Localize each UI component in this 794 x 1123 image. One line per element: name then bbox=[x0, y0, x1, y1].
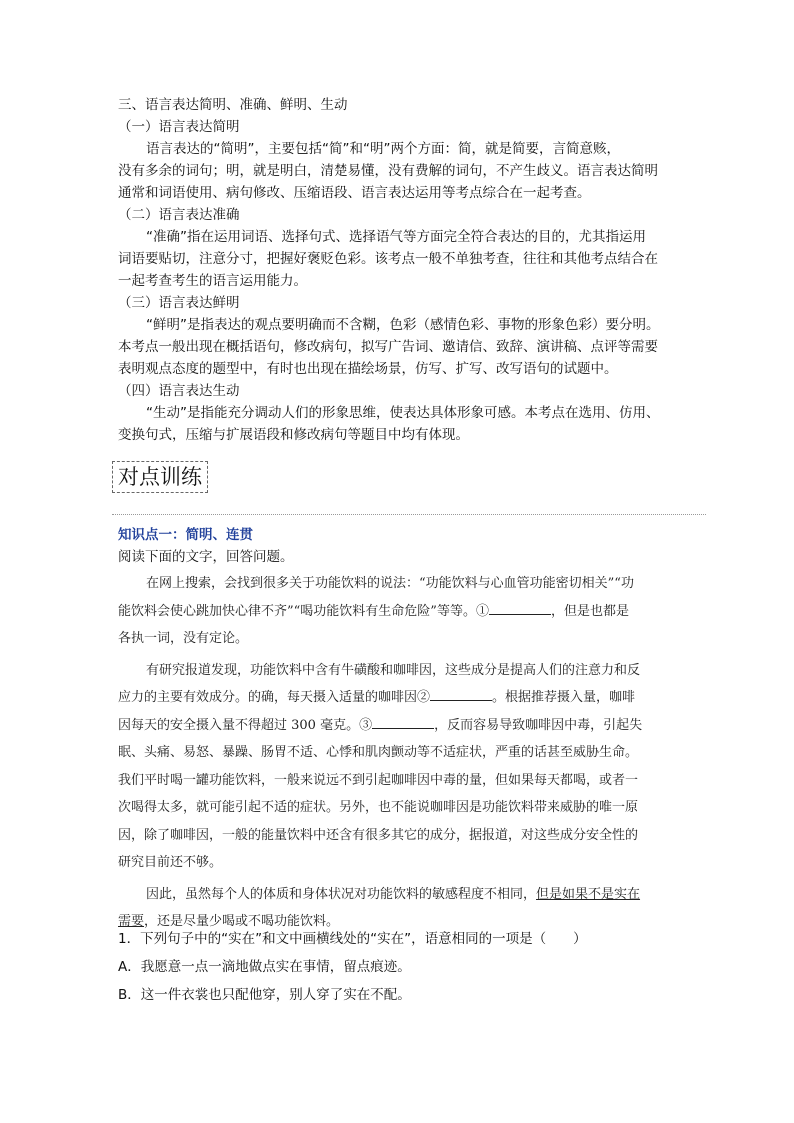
passage-line: 眠、头痛、易怒、暴躁、肠胃不适、心悸和肌肉颤动等不适症状，严重的话甚至威胁生命。 bbox=[118, 745, 639, 760]
passage-line: 因，除了咖啡因，一般的能量饮料中还含有很多其它的成分，据报道，对这些成分安全性的 bbox=[118, 827, 639, 843]
passage-text: ，反而容易导致咖啡因中毒，引起失 bbox=[434, 717, 643, 733]
passage-text: 能饮料会使心跳加快心律不齐”“喝功能饮料有生命危险”等等。① bbox=[118, 603, 489, 619]
passage-text: 因此，虽然每个人的体质和身体状况对功能饮料的敏感程度不相同， bbox=[146, 886, 537, 902]
passage-text: ，还是尽量少喝或不喝功能饮料。 bbox=[144, 914, 340, 929]
passage-line: 在网上搜索，会找到很多关于功能饮料的说法：“功能饮料与心血管功能密切相关”“功 bbox=[146, 576, 634, 591]
underlined-phrase: 需要 bbox=[118, 914, 145, 929]
sub2-line: 一起考查考生的语言运用能力。 bbox=[118, 273, 307, 289]
sub3-heading: （三）语言表达鲜明 bbox=[118, 295, 240, 311]
reading-instruction bbox=[118, 546, 678, 568]
option-b[interactable]: B．这一件衣裳也只配他穿，别人穿了实在不配。 bbox=[118, 987, 411, 1003]
passage-line: 次喝得太多，就可能引起不适的症状。另外，也不能说咖啡因是功能饮料带来威胁的唯一原 bbox=[118, 800, 639, 815]
passage-line bbox=[118, 598, 678, 626]
passage-line bbox=[118, 712, 678, 740]
passage-line: 各执一词，没有定论。 bbox=[118, 631, 249, 646]
underlined-phrase: 但是如果不是实在 bbox=[536, 886, 641, 902]
instruction-text: 阅读下面的文字，回答问题。 bbox=[118, 549, 294, 565]
fill-blank-2[interactable] bbox=[430, 686, 492, 701]
knowledge-point-title: 知识点一：简明、连贯 bbox=[118, 527, 253, 543]
sub4-line: “生动”是指能充分调动人们的形象思维，使表达具体形象可感。本考点在选用、仿用、 bbox=[146, 405, 660, 421]
sub2-line: “准确”指在运用词语、选择句式、选择语气等方面完全符合表达的目的，尤其指运用 bbox=[146, 229, 646, 245]
section-three bbox=[118, 94, 678, 446]
passage-line: 有研究报道发现，功能饮料中含有牛磺酸和咖啡因，这些成分是提高人们的注意力和反 bbox=[146, 662, 641, 678]
section-divider bbox=[112, 514, 706, 515]
sub4-line: 变换句式，压缩与扩展语段和修改病句等题目中均有体现。 bbox=[118, 427, 469, 443]
sub1-line: 语言表达的“简明”，主要包括“简”和“明”两个方面：简，就是简要，言简意赅， bbox=[146, 141, 620, 157]
passage-line bbox=[118, 881, 678, 909]
sub1-line: 通常和词语使用、病句修改、压缩语段、语言表达运用等考点综合在一起考查。 bbox=[118, 185, 591, 201]
sub3-line: 本考点一般出现在概括语句，修改病句，拟写广告词、邀请信、致辞、演讲稿、点评等需要 bbox=[118, 339, 658, 355]
section-three-title: 三、语言表达简明、准确、鲜明、生动 bbox=[118, 97, 348, 113]
fill-blank-1[interactable] bbox=[489, 600, 551, 615]
sub3-line: 表明观点态度的题型中，有时也出现在描绘场景，仿写、扩写、改写语句的试题中。 bbox=[118, 361, 618, 377]
question-1 bbox=[118, 925, 678, 1009]
question-stem: 1．下列句子中的“实在”和文中画横线处的“实在”，语意相同的一项是（ ） bbox=[118, 931, 587, 947]
passage-line bbox=[118, 684, 678, 712]
passage-text: 应力的主要有效成分。的确，每天摄入适量的咖啡因② bbox=[118, 690, 431, 705]
reading-passage bbox=[118, 570, 678, 936]
sub2-line: 词语要贴切，注意分寸，把握好褒贬色彩。该考点一般不单独考查，往往和其他考点结合在 bbox=[118, 251, 658, 267]
passage-text: ，但是也都是 bbox=[550, 603, 629, 619]
passage-text: 因每天的安全摄入量不得超过 300 毫克。③ bbox=[118, 717, 373, 733]
option-a[interactable]: A．我愿意一点一滴地做点实在事情，留点痕迹。 bbox=[118, 959, 411, 975]
sub4-heading: （四）语言表达生动 bbox=[118, 383, 240, 399]
passage-line: 研究目前还不够。 bbox=[118, 855, 223, 870]
fill-blank-3[interactable] bbox=[372, 714, 434, 729]
sub3-line: “鲜明”是指表达的观点要明确而不含糊，色彩（感情色彩、事物的形象色彩）要分明。 bbox=[146, 317, 660, 333]
sub1-line: 没有多余的词句；明，就是明白，清楚易懂，没有费解的词句，不产生歧义。语言表达简明 bbox=[118, 163, 658, 179]
sub1-heading: （一）语言表达简明 bbox=[118, 119, 240, 135]
passage-text: 。根据推荐摄入量，咖啡 bbox=[492, 690, 636, 705]
practice-section-title: 对点训练 bbox=[112, 461, 208, 493]
sub2-heading: （二）语言表达准确 bbox=[118, 207, 240, 223]
passage-line: 我们平时喝一罐功能饮料，一般来说远不到引起咖啡因中毒的量，但如果每天都喝，或者一 bbox=[118, 772, 639, 788]
